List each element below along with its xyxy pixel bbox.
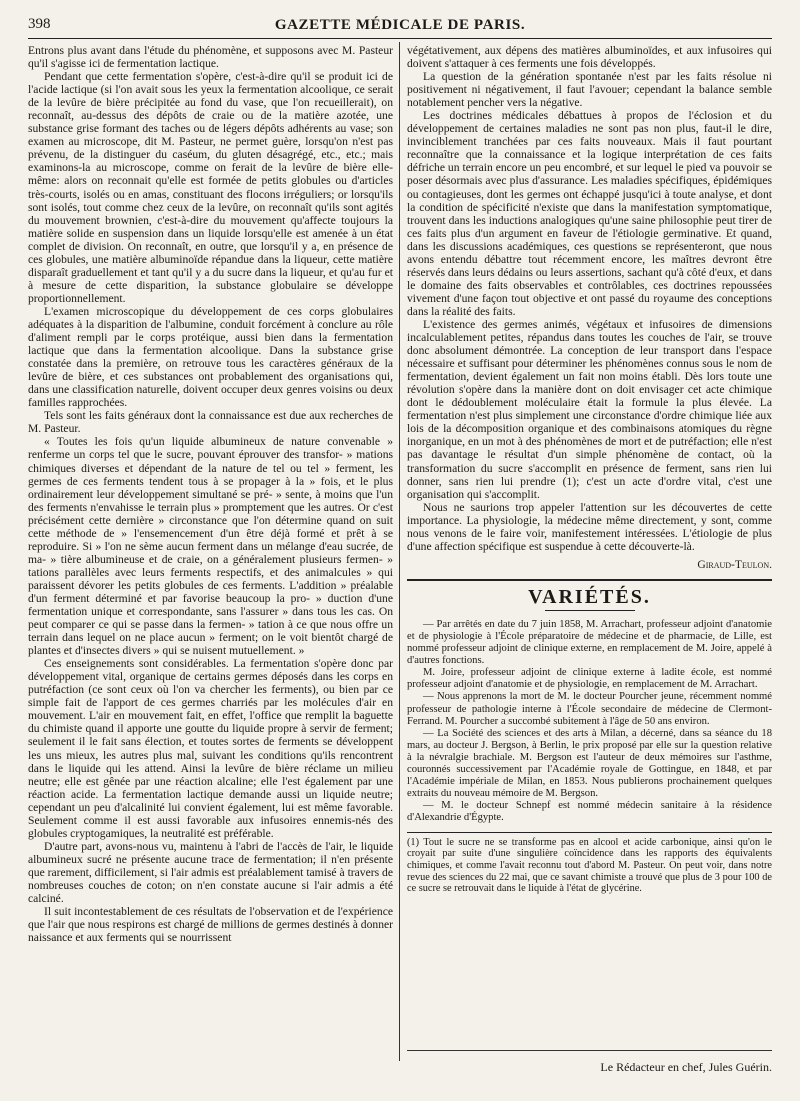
pasteur-quote: [28, 435, 393, 657]
page-number: 398: [28, 16, 51, 32]
section-separator: [407, 579, 772, 581]
paragraph: Les doctrines médicales débattues à propos de l'éclosion et du développement de certaines maladies ne sont pas non plus, faut-il le dire, invinciblement tranchées par ces faits nouveaux. Mais il faut pourtant reconnaître que la connaissance et la logique interprétation de ces faits défriche un terrain encore un peu encombré, et sur lequel le pied va pouvoir se poser désormais avec plus d'assurance. Les maladies spécifiques, épidémiques ou contagieuses, dont les germes ont échappé jusqu'ici à toute analyse, et dont la condition de spécificité n'existe que dans la manifestation symptomatique, trouvent dans les inductions analogiques qu'une saine philosophie peut tirer de ces faits plus d'un argument en faveur de l'étiologie germinative. Et quand, dans les discussions académiques, ces questions se représenteront, que nous avons entendu débattre tout récemment encore, les maîtres devront être réservés dans leurs dédains ou leurs assertions, sachant qu'à côté d'eux, et dans le domaine des faits observables et contrôlables, ces doctrines repoussées vivement d'une façon tout objective et ont passé du royaume des conceptions dans la réalité des faits.: [407, 109, 772, 318]
left-column: [28, 44, 393, 1091]
footnote: (1) Tout le sucre ne se transforme pas en alcool et acide carbonique, ainsi qu'on le croyait par suite d'une singulière coïncidence dans les rapports des équivalents chimiques, et comme l'avait reconnu tout d'abord M. Pasteur. On peut voir, dans notre revue des sciences du 22 mai, que ce savant chimiste a trouvé que plus de 3 pour 100 de ce sucre se retrouvait dans le liquide à l'état de glycérine.: [407, 836, 772, 895]
author-signature: Giraud-Teulon.: [697, 557, 772, 571]
title-underline: [545, 610, 635, 611]
editor-line: Le Rédacteur en chef, Jules Guérin.: [600, 1060, 772, 1074]
running-head: GAZETTE MÉDICALE DE PARIS.: [274, 16, 526, 33]
paragraph: Tels sont les faits généraux dont la connaissance est due aux recherches de M. Pasteur.: [28, 409, 393, 436]
news-item: — La Société des sciences et des arts à Milan, a décerné, dans sa séance du 18 mars, au docteur J. Bergson, à Berlin, le prix proposé par elle sur la question relative à la névralgie brachiale. M. Bergson est l'auteur de deux mémoires sur l'asthme, couronnés successivement par l'Académie royale de Gottingue, en 1848, et par l'Académie impériale de Milan, en 1853. Nous publierons prochainement quelques extraits du nouveau mémoire de M. Bergson.: [407, 727, 772, 800]
paragraph: La question de la génération spontanée n'est par les faits résolue ni positivement ni négativement, il faut l'avouer; cependant la balance semble notablement pencher vers la négative.: [407, 70, 772, 110]
news-items: [407, 619, 772, 825]
paragraph: Ces enseignements sont considérables. La fermentation s'opère donc par développement vital, organique de certains germes déposés dans les corps en putréfaction (ce sont ceux où l'on va chercher les ferments), ou bien par ce simple fait de l'apport de ces germes charriés par les molécules d'air en mouvement. L'air en mouvement fait, en effet, l'office que remplit la baguette du chimiste quand il apporte une goutte du liquide propre à servir de ferment; seulement il le fait sans élection, et toutes sortes de ferments se développent les uns mieux, les autres plus mal, suivant les conditions qu'ils rencontrent dans le liquide qui les attend. Ainsi la levûre de bière réclame un milieu neutre; elle est gênée par une réaction alcaline; elle l'est également par une réaction acide. La fermentation lactique demande aussi un liquide neutre; cependant un peu d'alcalinité lui convient également, lui est même favorable. Seulement comme il est aussi favorable aux infusoires ennemis-nés des globules cryptogamiques, la neutralité est préférable.: [28, 657, 393, 840]
paragraph: L'examen microscopique du développement de ces corps globulaires adéquates à la disparition de l'albumine, conduit forcément à conclure au rôle d'aliment rempli par le corps protéique, aussi bien dans la fermentation lactique que dans la fermentation alcoolique. Dans la substance grise constatée dans la première, on retrouve tous les caractères généraux de la levûre de bière, et ces substances ont probablement des organisations qui, dans une classification naturelle, doivent occuper deux genres voisins ou deux familles rapprochées.: [28, 304, 393, 410]
quote-paragraph: « Toutes les fois qu'un liquide albumineux de nature convenable » renferme un corps tel que le sucre, pouvant éprouver des transfor- » mations chimiques diverses et dépendant de la nature de tel ou tel » ferment, les germes de ces ferments tendent tous à se propager à la » fois, et le plus ordinairement leur développement simultané se pré- » sente, à moins que l'un des ferments n'envahisse le terrain plus » promptement que les autres. Or c'est précisément cette dernière » circonstance que l'on détermine quand on suit cette méthode de » l'ensemencement d'un être déjà formé et prêt à se reproduire. Si » l'on ne sème aucun ferment dans un mélange d'eau sucrée, de ma- » tière albumineuse et de craie, on a généralement plusieurs fermen- » tations parallèles avec leurs ferments respectifs, et des animalcules » qui paraissent dévorer les petits globules de ces ferments. L'addition » préalable d'un ferment déterminé et par favorise beaucoup la pro- » duction d'une fermentation unique et correspondante, sans l'assurer » dans tous les cas. On peut comparer ce qui se passe dans la fermen- » tation à ce que nous offre un terrain dans lequel on ne place aucun » ferment; on le voit bientôt chargé de plantes et d'insectes divers » qui se nuisent mutuellement. »: [28, 435, 393, 658]
paragraph: Entrons plus avant dans l'étude du phénomène, et supposons avec M. Pasteur qu'il s'agisse ici de fermentation lactique.: [28, 44, 393, 71]
paragraph: Il suit incontestablement de ces résultats de l'observation et de l'expérience que l'air que nous respirons est chargé de millions de germes destinés à donner naissance et aux ferments qui se nourrissent: [28, 905, 393, 945]
news-item: — M. le docteur Schnepf est nommé médecin sanitaire à la résidence d'Alexandrie d'Égypte.: [407, 800, 772, 824]
news-item: M. Joire, professeur adjoint de clinique externe à ladite école, est nommé professeur adjoint d'anatomie et de physiologie, en remplacement de M. Arrachart.: [407, 667, 772, 691]
paragraph: L'existence des germes animés, végétaux et infusoires de dimensions incalculablement petites, répandus dans toutes les couches de l'air, se trouve donc absolument démontrée. La conception de leur transport dans l'espace nécessaire et suffisant pour déterminer les phénomènes connus sous le nom de fermentation, devient également un fait non moins établi. Dès lors toute une révolution s'opère dans la manière dont on doit envisager cet acte chimique dont le dédoublement moléculaire était la formule la plus élevée. La fermentation n'est plus simplement une circonstance d'ordre chimique liée aux lois de la décomposition organique et des combinaisons atomiques du règne inorganique, en un mot à des phénomènes de mort et de putréfaction; elle n'est pas davantage le résultat d'un simple phénomène de contact, où la transformation du sucre s'accomplit en présence de ferment, sans rien lui donner, sans rien lui prendre (1); c'est un acte d'ordre vital, c'est une organisation qui s'accomplit.: [407, 317, 772, 501]
page-header: [28, 12, 772, 39]
paragraph: D'autre part, avons-nous vu, maintenu à l'abri de l'accès de l'air, le liquide albumineux sucré ne présente aucune trace de fermentation; il n'en présente que rarement, difficilement, si l'air admis est préalablement tamisé à travers de nombreuses couches de coton; on n'en constate aucune si l'air admis a été calciné.: [28, 839, 393, 906]
paragraph: Nous ne saurions trop appeler l'attention sur les découvertes de cette importance. La physiologie, la médecine même directement, y sont, comme nous venons de le faire voir, manifestement intéressées. L'étiologie de plus d'une affection spécifique est suspendue à cette découverte-là.: [407, 500, 772, 553]
column-divider: [399, 42, 400, 1061]
news-item: — Nous apprenons la mort de M. le docteur Pourcher jeune, récemment nommé professeur de pathologie interne à l'École secondaire de médecine de Clermont-Ferrand. M. Pourcher a succombé subitement à l'âge de 50 ans environ.: [407, 691, 772, 727]
section-title: VARIÉTÉS.: [528, 585, 651, 608]
paragraph: Pendant que cette fermentation s'opère, c'est-à-dire qu'il se produit ici de l'acide lactique (si l'on avait sous les yeux la fermentation alcoolique, ce serait de la levûre de bière précipitée au fond du vase, que l'on recueillerait), on reconnaît, au-dessus des dépôts de craie ou de la matière azotée, une substance grise formant des taches ou de légers dépôts adhérents au vase; son examen au microscope, dit M. Pasteur, ne permet guère, lorsqu'on n'est pas prévenu, de la distinguer du caséum, du gluten désagrégé, etc., etc.; mais examinons-la au microscope, comme on ferait de la levûre de bière elle-même: alors on reconnait qu'elle est formée de petits globules ou d'articles très-courts, isolés ou en amas, constituant des flocons irréguliers; or lorsqu'ils sont isolés, tout comme chez ceux de la levûre, on reconnaît qu'ils sont agités du mouvement brownien, c'est-à-dire du mouvement qu'affecte toujours la matière solide en suspension dans un liquide lorsqu'elle est amenée à un état complet de division. On reconnaît, en outre, que lorsqu'il y a, en présence de ces globules, une matière albuminoïde répandue dans la liqueur, cette matière disparaît graduellement et tant qu'il y a du sucre dans la liqueur, et qu'au fur et à mesure de cette disparition, la substance globulaire se développe proportionnellement.: [28, 70, 393, 305]
footer-divider: [407, 1050, 772, 1051]
footnote-divider: [407, 832, 772, 833]
news-item: — Par arrêtés en date du 7 juin 1858, M. Arrachart, professeur adjoint d'anatomie et de physiologie à l'École préparatoire de médecine et de pharmacie, de Lille, est nommé professeur adjoint de clinique externe, en remplacement de M. Joire, appelé à d'autres fonctions.: [407, 618, 772, 667]
right-column: [407, 44, 772, 1091]
paragraph: végétativement, aux dépens des matières albuminoïdes, et aux infusoires qui doivent s'attaquer à ces ferments une fois développés.: [407, 44, 772, 71]
